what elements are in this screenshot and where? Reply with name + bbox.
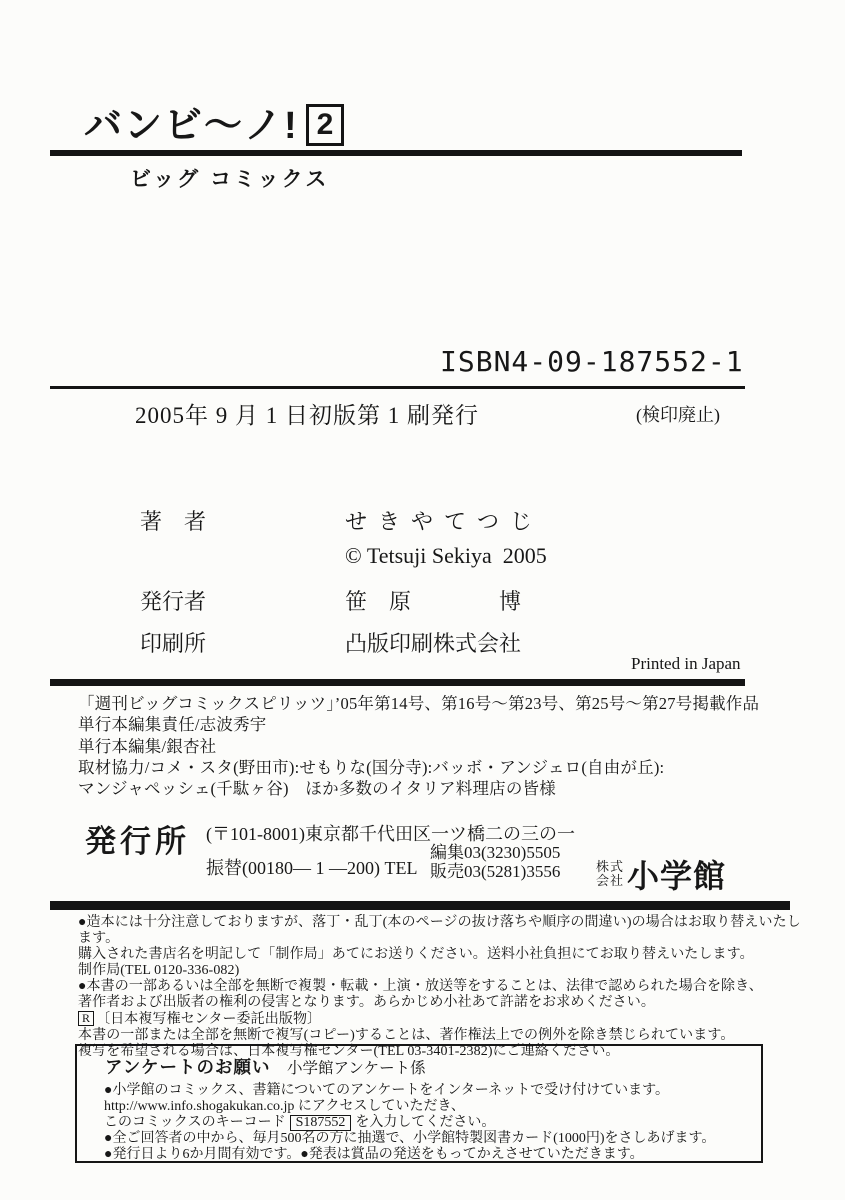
isbn-rule <box>50 386 745 389</box>
company-type-line2: 会社 <box>596 873 625 888</box>
credits-editor-in-charge: 単行本編集責任/志波秀宇 <box>78 715 267 735</box>
series-label: ビッグ コミックス <box>130 168 330 191</box>
postal-transfer: 振替(00180— 1 —200) TEL <box>206 858 418 878</box>
notices-block <box>78 915 808 1060</box>
credits-research-1: 取材協力/コメ・スタ(野田市):せもりな(国分寺):バッボ・アンジェロ(自由が丘): <box>78 757 665 777</box>
publishing-house-label: 発行所 <box>85 824 190 859</box>
keycode-pre: このコミックスのキーコード <box>104 1115 286 1130</box>
inspection-note: (検印廃止) <box>636 405 720 425</box>
copyright-line: © Tetsuji Sekiya 2005 <box>345 543 547 568</box>
survey-line-keycode <box>104 1115 744 1131</box>
survey-box <box>75 1044 763 1163</box>
printer-label: 印刷所 <box>140 631 207 656</box>
company-block <box>596 851 726 897</box>
notice-production-tel: 制作局(TEL 0120-336-082) <box>78 963 240 978</box>
notice-rrc-line <box>78 1011 808 1028</box>
author-label: 著 者 <box>140 509 207 534</box>
survey-line-url: http://www.info.shogakukan.co.jp にアクセスしていただき、 <box>104 1099 465 1114</box>
book-title: バンビ〜ノ! <box>84 105 299 147</box>
telephone-block <box>430 843 560 881</box>
printer-name: 凸版印刷株式会社 <box>345 631 522 656</box>
notice-copyright-1: ●本書の一部あるいは全部を無断で複製・転載・上演・放送等をすることは、法律で認められた場合を除き、 <box>78 979 763 994</box>
volume-badge: 2 <box>306 104 345 146</box>
survey-heading: アンケートのお願い <box>105 1057 271 1077</box>
notice-binding-1: ●造本には十分注意しておりますが、落丁・乱丁(本のページの抜け落ちや順序の間違い)の場合はお取り替えいたします。 <box>78 915 801 946</box>
rrc-mark-icon: R <box>78 1011 94 1026</box>
isbn-number: ISBN4-09-187552-1 <box>440 345 744 378</box>
credits-editing: 単行本編集/銀杏社 <box>78 736 217 756</box>
notice-copyright-2: 著作者および出版者の権利の侵害となります。あらかじめ小社あて許諾をお求めください。 <box>78 995 655 1010</box>
printed-in-japan: Printed in Japan <box>631 654 741 673</box>
credits-serialization: 「週刊ビッグコミックスピリッツ」’05年第14号、第16号〜第23号、第25号〜第27号掲載作品 <box>78 694 760 713</box>
title-rule <box>50 150 742 156</box>
company-type <box>596 860 624 889</box>
company-name: 小学館 <box>627 858 727 894</box>
edition-date: 2005年 9 月 1 日初版第 1 刷発行 <box>135 403 479 428</box>
credits-research-2: マンジャペッシェ(千駄ヶ谷) ほか多数のイタリア料理店の皆様 <box>78 779 556 799</box>
survey-addressee: 小学館アンケート係 <box>287 1060 426 1077</box>
survey-line-prize: ●全ご回答者の中から、毎月500名の方に抽選で、小学館特製図書カード(1000円)をさしあげます。 <box>104 1131 716 1146</box>
company-type-line1: 株式 <box>596 858 625 874</box>
rrc-text: 〔日本複写権センター委託出版物〕 <box>96 1012 322 1027</box>
survey-body <box>104 1083 744 1163</box>
survey-line-internet: ●小学館のコミックス、書籍についてのアンケートをインターネットで受け付けています。 <box>104 1083 669 1098</box>
publisher-label: 発行者 <box>140 589 207 614</box>
tel-editorial: 編集03(3230)5505 <box>430 843 561 862</box>
credits-block <box>78 693 768 799</box>
author-name: せきやてつじ <box>345 509 544 534</box>
tel-sales: 販売03(5281)3556 <box>430 862 561 881</box>
section-bar-bottom <box>50 901 790 910</box>
survey-line-validity: ●発行日より6か月間有効です。●発表は賞品の発送をもってかえさせていただきます。 <box>104 1147 644 1162</box>
publisher-name: 笹 原 博 <box>345 589 522 614</box>
notice-photocopy-1: 本書の一部または全部を無断で複写(コピー)することは、著作権法上での例外を除き禁じられています。 <box>78 1028 735 1043</box>
publisher-address: (〒101-8001)東京都千代田区一ツ橋二の三の一 <box>206 824 575 844</box>
notice-binding-2: 購入された書店名を明記して「制作局」あてにお送りください。送料小社負担にてお取り替えいたします。 <box>78 947 754 962</box>
title-block <box>84 94 344 149</box>
notice-photocopy-2: 複写を希望される場合は、日本複写権センター(TEL 03-3401-2382)にご連絡ください。 <box>78 1044 620 1059</box>
keycode-value: S187552 <box>290 1115 352 1131</box>
section-bar-top <box>50 679 745 686</box>
keycode-post: を入力してください。 <box>355 1115 496 1130</box>
